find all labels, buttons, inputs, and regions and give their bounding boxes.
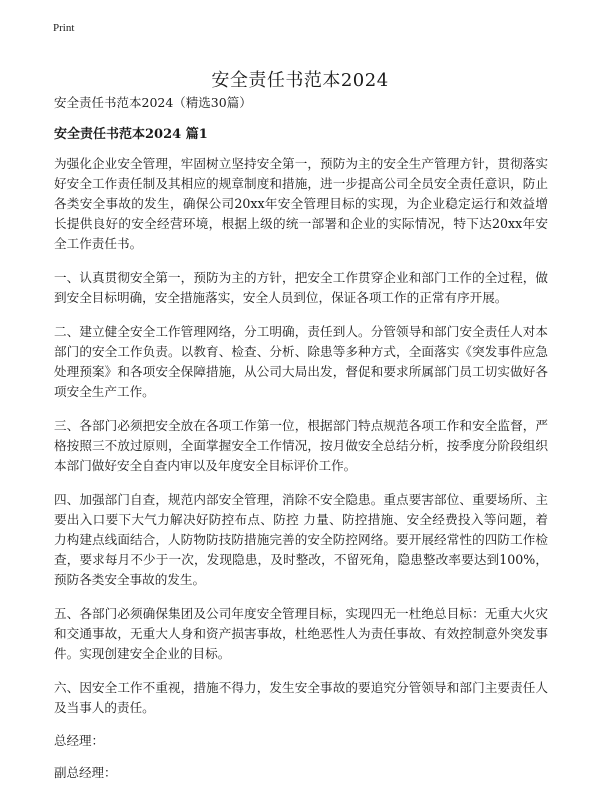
paragraph-item-2: 二、建立健全安全工作管理网络，分工明确，责任到人。分管领导和部门安全责任人对本部门的安全工作负责。以教育、检查、分析、除患等多种方式，全面落实《突发事件应急处理预案》和各项安全保障措施，从公司大局出发，督促和要求所属部门员工切实做好各项安全生产工作。 (54, 324, 548, 399)
paragraph-item-6: 六、因安全工作不重视，措施不得力，发生安全事故的要追究分管领导和部门主要责任人及当事人的责任。 (54, 680, 548, 715)
paragraph-item-1: 一、认真贯彻安全第一，预防为主的方针，把安全工作贯穿企业和部门工作的全过程，做到安全目标明确，安全措施落实，安全人员到位，保证各项工作的正常有序开展。 (54, 270, 548, 305)
document-subtitle: 安全责任书范本2024（精选30篇） (54, 95, 252, 110)
section-heading: 安全责任书范本2024 篇1 (54, 127, 208, 142)
document-body (54, 94, 548, 796)
document-title: 安全责任书范本2024 (211, 70, 389, 92)
print-link[interactable]: Print (53, 22, 75, 34)
signature-general-manager: 总经理： (54, 733, 105, 748)
paragraph-item-5: 五、各部门必须确保集团及公司年度安全管理目标，实现四无一杜绝总目标：无重大火灾和交通事故，无重大人身和资产损害事故，杜绝恶性人为责任事故、有效控制意外突发事件。实现创建安全企业的目标。 (54, 606, 548, 661)
paragraph-intro: 为强化企业安全管理，牢固树立坚持安全第一，预防为主的安全生产管理方针，贯彻落实好安全工作责任制及其相应的规章制度和措施，进一步提高公司全员安全责任意识，防止各类安全事故的发生，确保公司20xx年安全管理目标的实现，为企业稳定运行和效益增长提供良好的安全经营环境，根据上级的统一部署和企业的实际情况，特下达20xx年安全工作责任书。 (54, 156, 548, 251)
signature-deputy-general-manager: 副总经理： (54, 765, 117, 780)
paragraph-item-4: 四、加强部门自查，规范内部安全管理，消除不安全隐患。重点要害部位、重要场所、主要出入口要下大气力解决好防控布点、防控 力量、防控措施、安全经费投入等问题，着力构建点线面结合，人防物防技防措施完善的安全防控网络。要开展经常性的四防工作检查，要求每月不少于一次，发现隐患，及时整改，不留死角，隐患整改率要达到100%，预防各类安全事故的发生。 (54, 492, 548, 587)
paragraph-item-3: 三、各部门必须把安全放在各项工作第一位，根据部门特点规范各项工作和安全监督，严格按照三不放过原则，全面掌握安全工作情况，按月做安全总结分析，按季度分阶段组织本部门做好安全自查内审以及年度安全目标评价工作。 (54, 418, 548, 473)
